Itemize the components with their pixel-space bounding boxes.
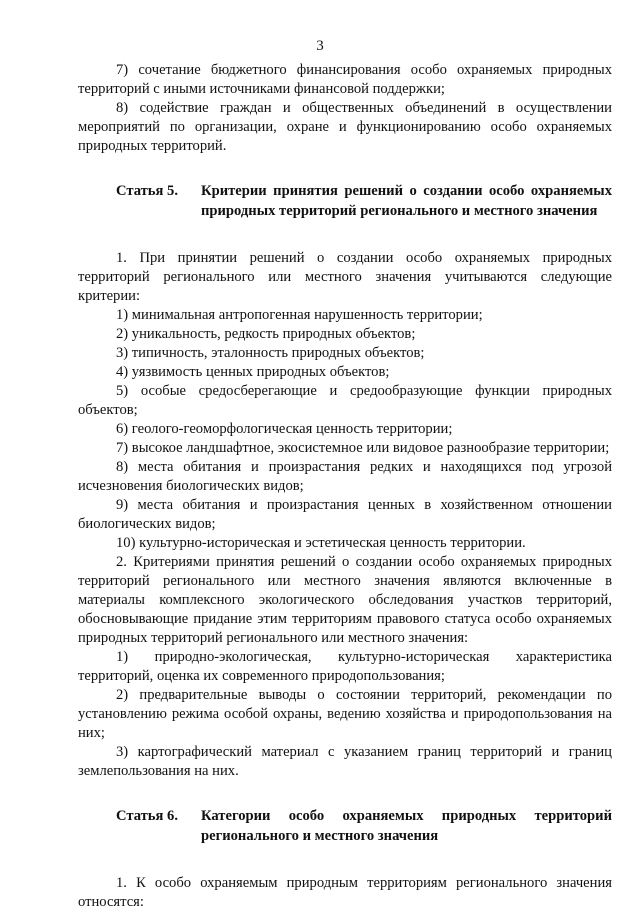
list-item: 1) природно-экологическая, культурно-историческая характеристика территорий, оценка их современного природопользования; <box>78 649 612 684</box>
list-item: 9) места обитания и произрастания ценных в хозяйственном отношении биологических видов; <box>78 497 612 532</box>
paragraph: 1. К особо охраняемым природным территориям регионального значения относятся: <box>78 875 612 910</box>
list-item: 7) высокое ландшафтное, экосистемное или видовое разнообразие территории; <box>116 440 610 456</box>
list-item: 8) места обитания и произрастания редких и находящихся под угрозой исчезновения биологических видов; <box>78 459 612 494</box>
paragraph: 1. При принятии решений о создании особо охраняемых природных территорий регионального или местного значения учитываются следующие критерии: <box>78 250 612 304</box>
list-item: 8) содействие граждан и общественных объединений в осуществлении мероприятий по организации, охране и функционированию особо охраняемых природных территорий. <box>78 100 612 154</box>
article-5-title: Критерии принятия решений о создании особо охраняемых природных территорий регионального и местного значения <box>201 183 612 219</box>
article-5-label: Статья 5. <box>116 183 178 199</box>
list-item: 1) минимальная антропогенная нарушенность территории; <box>116 307 483 323</box>
list-item: 10) культурно-историческая и эстетическая ценность территории. <box>116 535 526 551</box>
list-item: 6) геолого-геоморфологическая ценность территории; <box>116 421 453 437</box>
article-5-heading <box>78 182 612 221</box>
list-item: 5) особые средосберегающие и средообразующие функции природных объектов; <box>78 383 612 418</box>
list-item: 3) картографический материал с указанием границ территорий и границ землепользования на них. <box>78 744 612 779</box>
list-item: 2) уникальность, редкость природных объектов; <box>116 326 416 342</box>
paragraph: 2. Критериями принятия решений о создании особо охраняемых природных территорий регионального или местного значения являются включенные в материалы комплексного экологического обследования участков территорий, обосновывающие придание этим территориям правового статуса особо охраняемых природных территорий регионального или местного значения: <box>78 554 612 646</box>
list-item: 2) предварительные выводы о состоянии территорий, рекомендации по установлению режима особой охраны, ведению хозяйства и природопользования на них; <box>78 687 612 741</box>
article-6-heading <box>78 807 612 846</box>
page-number: 3 <box>316 38 324 54</box>
list-item: 7) сочетание бюджетного финансирования особо охраняемых природных территорий с иными источниками финансовой поддержки; <box>78 62 612 97</box>
article-6-title: Категории особо охраняемых природных территорий регионального и местного значения <box>201 808 612 844</box>
document-body <box>78 61 612 912</box>
article-6-label: Статья 6. <box>116 808 178 824</box>
list-item: 3) типичность, эталонность природных объектов; <box>116 345 425 361</box>
list-item: 4) уязвимость ценных природных объектов; <box>116 364 390 380</box>
